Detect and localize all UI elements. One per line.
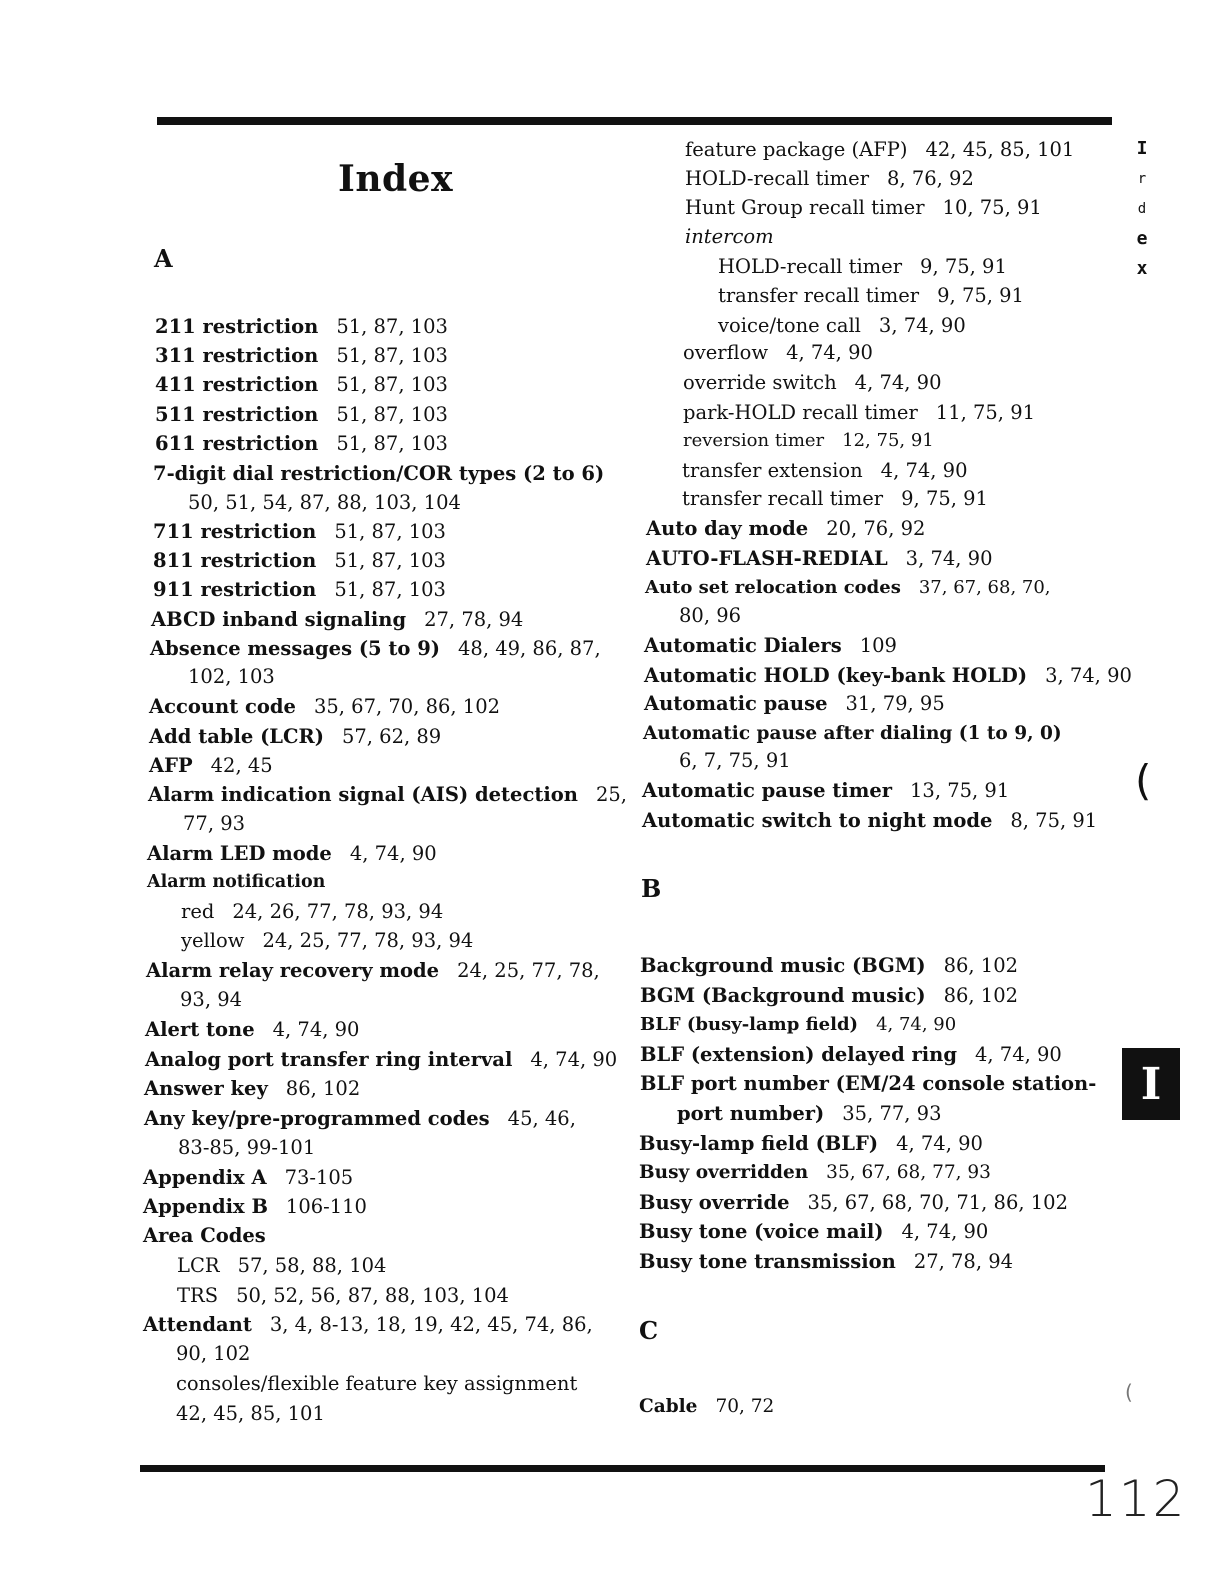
index-entry: 7-digit dial restriction/COR types (2 to 6) bbox=[153, 462, 605, 485]
index-entry-continuation: 80, 96 bbox=[679, 604, 742, 627]
index-entry: Automatic Dialers 109 bbox=[644, 634, 897, 657]
margin-mark: ( bbox=[1125, 1380, 1133, 1404]
top-rule bbox=[157, 117, 1112, 125]
index-subentry: transfer extension 4, 74, 90 bbox=[682, 459, 968, 482]
index-entry: 311 restriction 51, 87, 103 bbox=[155, 344, 448, 367]
index-entry: Automatic pause 31, 79, 95 bbox=[644, 692, 945, 715]
index-entry-continuation: port number) 35, 77, 93 bbox=[677, 1102, 942, 1125]
index-entry: Alarm notification bbox=[147, 872, 326, 892]
index-entry: Answer key 86, 102 bbox=[144, 1077, 361, 1100]
section-tab: I bbox=[1122, 1048, 1180, 1120]
index-entry: ABCD inband signaling 27, 78, 94 bbox=[151, 608, 524, 631]
index-entry: Auto day mode 20, 76, 92 bbox=[646, 517, 926, 540]
index-entry: Area Codes bbox=[143, 1224, 266, 1247]
index-entry: Alert tone 4, 74, 90 bbox=[145, 1018, 360, 1041]
index-subentry: HOLD-recall timer 9, 75, 91 bbox=[718, 255, 1007, 278]
section-heading-b: B bbox=[641, 874, 662, 903]
section-heading-c: C bbox=[639, 1316, 659, 1345]
index-entry: 711 restriction 51, 87, 103 bbox=[153, 520, 446, 543]
index-entry: AUTO-FLASH-REDIAL 3, 74, 90 bbox=[646, 547, 993, 570]
index-subentry: red 24, 26, 77, 78, 93, 94 bbox=[181, 900, 444, 923]
index-entry: Account code 35, 67, 70, 86, 102 bbox=[149, 695, 501, 718]
index-subentry: intercom bbox=[685, 225, 774, 248]
bottom-rule bbox=[140, 1465, 1105, 1472]
index-subentry: transfer recall timer 9, 75, 91 bbox=[682, 487, 988, 510]
index-entry-continuation: 93, 94 bbox=[180, 988, 243, 1011]
index-subentry: LCR 57, 58, 88, 104 bbox=[177, 1254, 387, 1277]
index-subentry: Hunt Group recall timer 10, 75, 91 bbox=[685, 196, 1042, 219]
index-entry: Busy override 35, 67, 68, 70, 71, 86, 102 bbox=[639, 1191, 1068, 1214]
index-subentry: park-HOLD recall timer 11, 75, 91 bbox=[683, 401, 1036, 424]
index-entry: Analog port transfer ring interval 4, 74, 90 bbox=[145, 1048, 618, 1071]
index-subentry: reversion timer 12, 75, 91 bbox=[683, 430, 934, 451]
index-entry: Appendix A 73-105 bbox=[143, 1166, 354, 1189]
index-subentry: transfer recall timer 9, 75, 91 bbox=[718, 284, 1024, 307]
index-entry: Automatic pause timer 13, 75, 91 bbox=[642, 779, 1010, 802]
index-entry-continuation: 42, 45, 85, 101 bbox=[176, 1402, 325, 1425]
index-subentry: overflow 4, 74, 90 bbox=[683, 341, 873, 364]
index-entry: Absence messages (5 to 9) 48, 49, 86, 87, bbox=[150, 637, 601, 660]
index-entry: Busy tone transmission 27, 78, 94 bbox=[639, 1250, 1014, 1273]
index-entry: BGM (Background music) 86, 102 bbox=[640, 984, 1019, 1007]
index-subentry: yellow 24, 25, 77, 78, 93, 94 bbox=[181, 929, 474, 952]
index-entry-continuation: 90, 102 bbox=[176, 1342, 251, 1365]
section-heading-a: A bbox=[154, 244, 173, 273]
index-entry: Busy tone (voice mail) 4, 74, 90 bbox=[639, 1220, 989, 1243]
index-entry: BLF (busy-lamp field) 4, 74, 90 bbox=[640, 1014, 957, 1035]
index-entry: Alarm relay recovery mode 24, 25, 77, 78, bbox=[146, 959, 600, 982]
index-entry: AFP 42, 45 bbox=[149, 754, 273, 777]
index-entry: Any key/pre-programmed codes 45, 46, bbox=[144, 1107, 576, 1130]
index-entry: Automatic switch to night mode 8, 75, 91 bbox=[642, 809, 1098, 832]
index-entry: 211 restriction 51, 87, 103 bbox=[155, 315, 448, 338]
index-entry: 911 restriction 51, 87, 103 bbox=[153, 578, 446, 601]
index-entry: Busy overridden 35, 67, 68, 77, 93 bbox=[639, 1162, 991, 1183]
page-number: 112 bbox=[1085, 1470, 1187, 1528]
index-entry: 411 restriction 51, 87, 103 bbox=[155, 373, 448, 396]
index-entry: 511 restriction 51, 87, 103 bbox=[155, 403, 448, 426]
index-subentry: HOLD-recall timer 8, 76, 92 bbox=[685, 167, 974, 190]
page-title: Index bbox=[338, 158, 454, 200]
margin-mark: ( bbox=[1135, 756, 1152, 805]
index-entry-continuation: 6, 7, 75, 91 bbox=[679, 749, 791, 772]
index-entry: Alarm indication signal (AIS) detection 25, bbox=[148, 783, 627, 806]
index-entry: Auto set relocation codes 37, 67, 68, 70, bbox=[645, 577, 1051, 598]
index-subentry: override switch 4, 74, 90 bbox=[683, 371, 942, 394]
index-entry-continuation: 77, 93 bbox=[183, 812, 246, 835]
index-entry: Add table (LCR) 57, 62, 89 bbox=[149, 725, 442, 748]
index-subentry: TRS 50, 52, 56, 87, 88, 103, 104 bbox=[177, 1284, 509, 1307]
index-entry-continuation: 50, 51, 54, 87, 88, 103, 104 bbox=[188, 491, 461, 514]
index-subentry: voice/tone call 3, 74, 90 bbox=[718, 314, 966, 337]
index-subentry: feature package (AFP) 42, 45, 85, 101 bbox=[685, 138, 1075, 161]
index-entry: Background music (BGM) 86, 102 bbox=[640, 954, 1019, 977]
index-entry: BLF port number (EM/24 console station- bbox=[640, 1072, 1097, 1095]
index-entry-continuation: 83-85, 99-101 bbox=[178, 1136, 316, 1159]
index-entry: Automatic HOLD (key-bank HOLD) 3, 74, 90 bbox=[644, 664, 1132, 687]
index-entry: Cable 70, 72 bbox=[639, 1396, 775, 1417]
index-entry: Alarm LED mode 4, 74, 90 bbox=[147, 842, 437, 865]
index-entry: Attendant 3, 4, 8-13, 18, 19, 42, 45, 74, 86, bbox=[143, 1313, 593, 1336]
index-entry: 611 restriction 51, 87, 103 bbox=[155, 432, 448, 455]
index-entry: Appendix B 106-110 bbox=[143, 1195, 367, 1218]
index-entry-continuation: 102, 103 bbox=[188, 665, 275, 688]
index-entry: Busy-lamp field (BLF) 4, 74, 90 bbox=[639, 1132, 983, 1155]
index-entry: 811 restriction 51, 87, 103 bbox=[153, 549, 446, 572]
index-entry: BLF (extension) delayed ring 4, 74, 90 bbox=[640, 1043, 1062, 1066]
index-subentry: consoles/flexible feature key assignment bbox=[176, 1372, 578, 1395]
index-entry: Automatic pause after dialing (1 to 9, 0) bbox=[643, 723, 1062, 744]
side-tab-vertical-label: I r d e x bbox=[1136, 138, 1148, 279]
